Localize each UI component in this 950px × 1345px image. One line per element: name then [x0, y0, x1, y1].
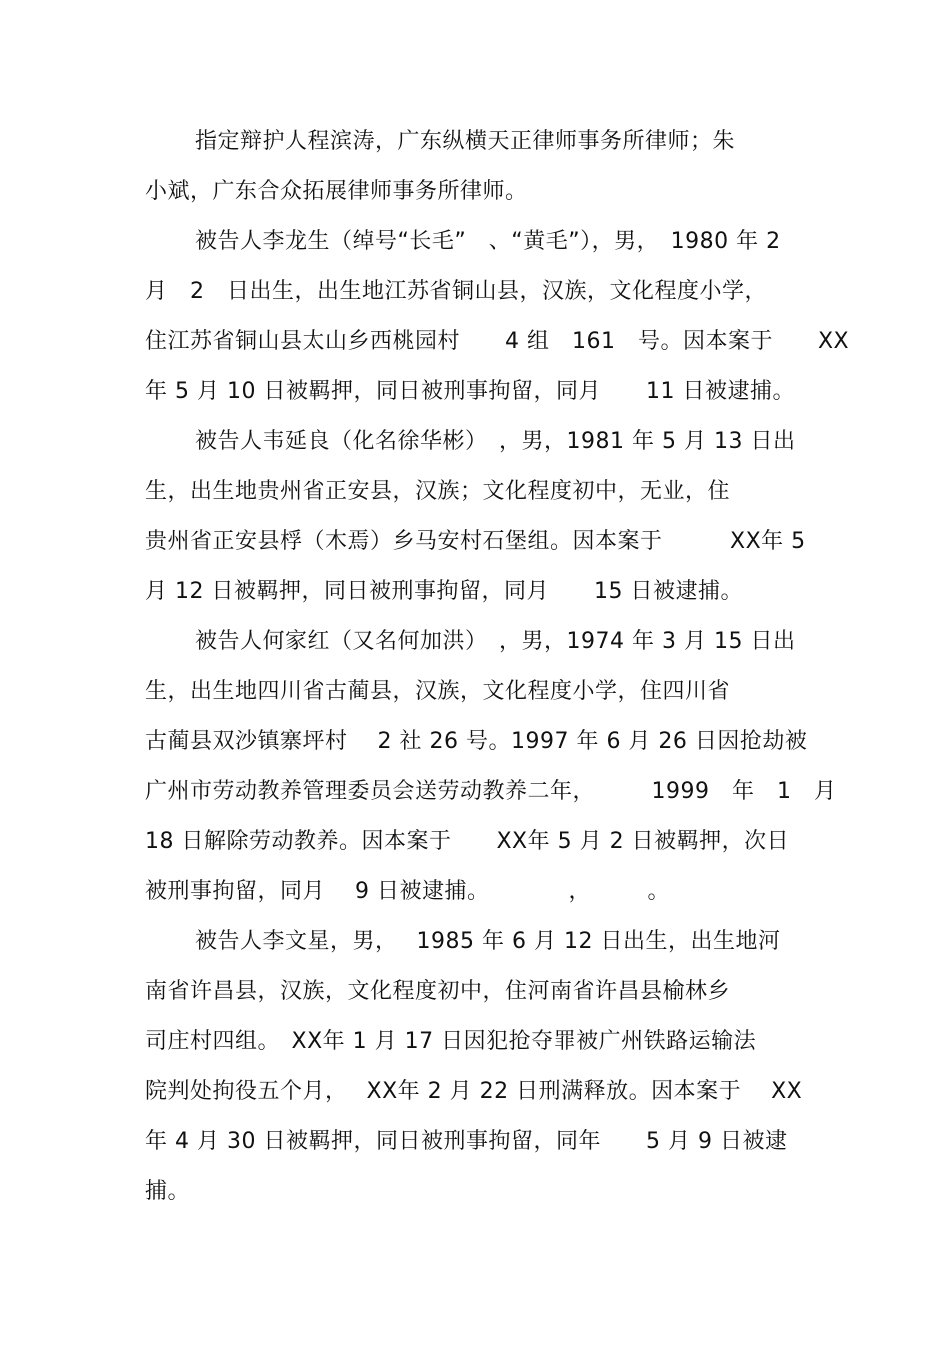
- text-line: 捕。: [145, 1179, 191, 1204]
- text-line: 月 2 日出生，出生地江苏省铜山县，汉族，文化程度小学，: [145, 279, 767, 304]
- text-line: 古蔺县双沙镇寨坪村 2 社 26 号。1997 年 6 月 26 日因抢劫被: [145, 729, 808, 754]
- text-line: 生，出生地四川省古蔺县，汉族，文化程度小学，住四川省: [145, 679, 731, 704]
- text-line: 司庄村四组。 XX年 1 月 17 日因犯抢夺罪被广州铁路运输法: [145, 1029, 757, 1054]
- text-line: 18 日解除劳动教养。因本案于 XX年 5 月 2 日被羁押，次日: [145, 829, 790, 854]
- text-line: 年 5 月 10 日被羁押，同日被刑事拘留，同月 11 日被逮捕。: [145, 379, 795, 404]
- text-line: 月 12 日被羁押，同日被刑事拘留，同月 15 日被逮捕。: [145, 579, 743, 604]
- text-line: 年 4 月 30 日被羁押，同日被刑事拘留，同年 5 月 9 日被逮: [145, 1129, 788, 1154]
- text-line: 住江苏省铜山县太山乡西桃园村 4 组 161 号。因本案于 XX: [145, 329, 850, 354]
- text-line: 被告人李文星，男， 1985 年 6 月 12 日出生，出生地河: [195, 929, 781, 954]
- text-line: 广州市劳动教养管理委员会送劳动教养二年， 1999 年 1 月: [145, 779, 837, 804]
- text-line: 被告人何家红（又名何加洪） ，男，1974 年 3 月 15 日出: [195, 629, 796, 654]
- text-line: 南省许昌县，汉族，文化程度初中，住河南省许昌县榆林乡: [145, 979, 731, 1004]
- text-line: 小斌，广东合众拓展律师事务所律师。: [145, 179, 528, 204]
- text-line: 院判处拘役五个月， XX年 2 月 22 日刑满释放。因本案于 XX: [145, 1079, 803, 1104]
- text-line: 贵州省正安县桴（木焉）乡马安村石堡组。因本案于 XX年 5: [145, 529, 806, 554]
- text-line: 被告人韦延良（化名徐华彬） ，男，1981 年 5 月 13 日出: [195, 429, 796, 454]
- text-line: 被刑事拘留，同月 9 日被逮捕。 ， 。: [145, 879, 670, 904]
- text-line: 被告人李龙生（绰号“长毛” 、“黄毛”），男， 1980 年 2: [195, 229, 781, 254]
- text-line: 生，出生地贵州省正安县，汉族；文化程度初中，无业，住: [145, 479, 731, 504]
- text-line: 指定辩护人程滨涛，广东纵横天正律师事务所律师；朱: [195, 129, 736, 154]
